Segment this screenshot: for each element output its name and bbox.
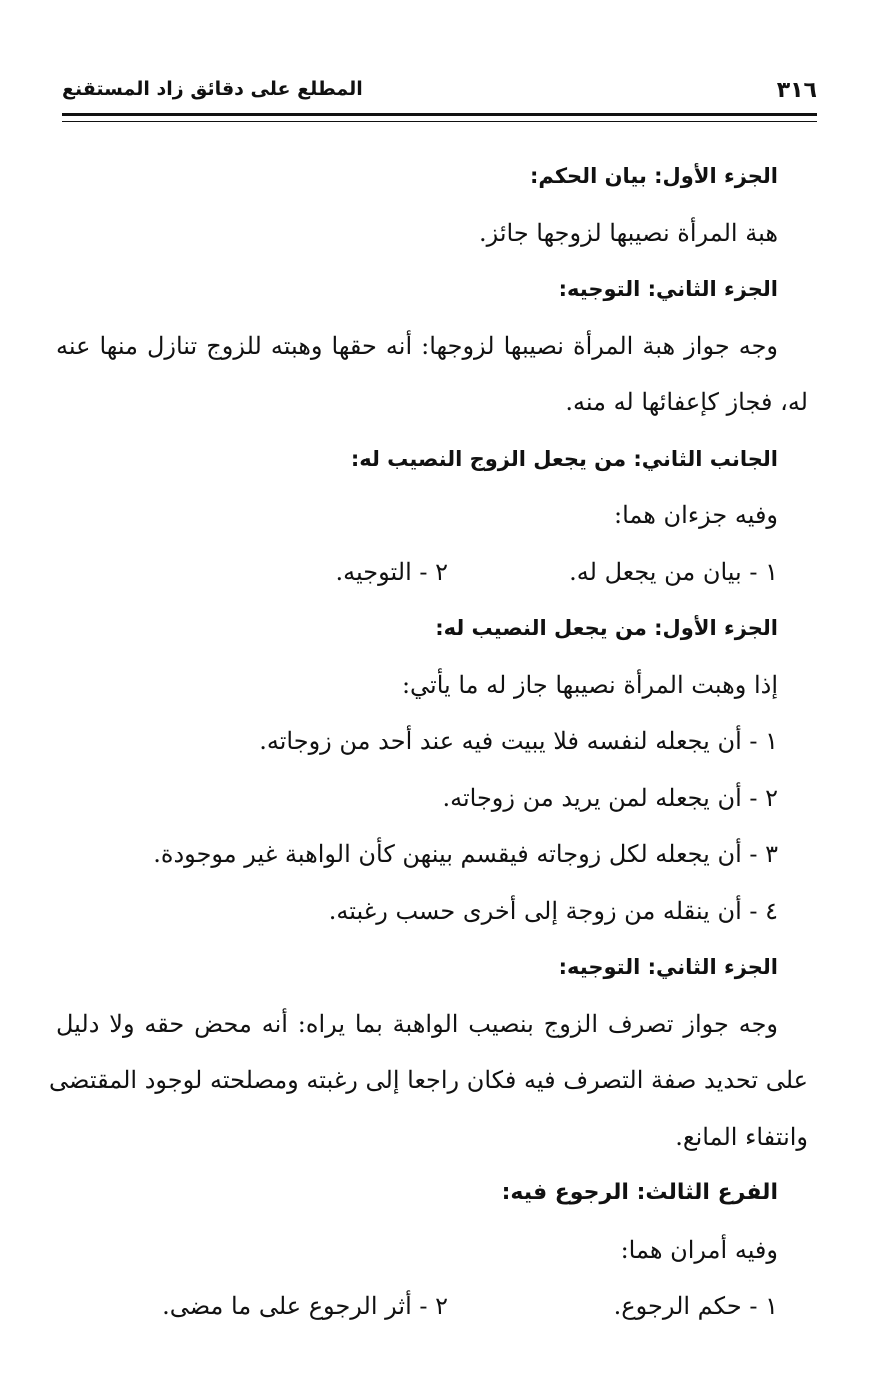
section-heading: الجزء الأول: من يجعل النصيب له: <box>435 616 778 640</box>
enumeration-row <box>56 544 808 601</box>
section-heading: الجزء الثاني: التوجيه: <box>558 955 778 979</box>
section-heading: الجانب الثاني: من يجعل الزوج النصيب له: <box>350 446 778 471</box>
list-item: ٢ - أن يجعله لمن يريد من زوجاته. <box>442 783 778 812</box>
page-number: ٣١٦ <box>776 78 817 103</box>
enumeration-row <box>56 1278 808 1335</box>
enumeration-item: ١ - حكم الرجوع. <box>613 1292 778 1320</box>
section-heading: الجزء الأول: بيان الحكم: <box>529 164 778 188</box>
paragraph-line: هبة المرأة نصيبها لزوجها جائز. <box>478 218 778 247</box>
paragraph-line: له، فجاز كإعفائها له منه. <box>565 388 808 416</box>
subsection-heading: الفرع الثالث: الرجوع فيه: <box>501 1180 778 1205</box>
paragraph-line: وجه جواز تصرف الزوج بنصيب الواهبة بما يراه: أنه محض حقه ولا دليل <box>56 1009 778 1038</box>
section-heading: الجزء الثاني: التوجيه: <box>558 277 778 301</box>
list-item: ٣ - أن يجعله لكل زوجاته فيقسم بينهن كأن الواهبة غير موجودة. <box>153 840 778 868</box>
paragraph-line: وجه جواز هبة المرأة نصيبها لزوجها: أنه حقها وهبته للزوج تنازل منها عنه <box>56 331 778 360</box>
list-item: ٤ - أن ينقله من زوجة إلى أخرى حسب رغبته. <box>328 896 778 925</box>
paragraph-line: وفيه جزءان هما: <box>613 501 778 529</box>
paragraph-line: إذا وهبت المرأة نصيبها جاز له ما يأتي: <box>401 670 778 699</box>
page-header <box>62 72 817 108</box>
running-title: المطلع على دقائق زاد المستقنع <box>62 78 363 100</box>
page-body <box>49 148 808 1335</box>
paragraph-line: وفيه أمران هما: <box>620 1235 778 1264</box>
paragraph-line: على تحديد صفة التصرف فيه فكان راجعا إلى رغبته ومصلحته لوجود المقتضى <box>49 1066 808 1094</box>
paragraph-line: وانتفاء المانع. <box>675 1122 808 1151</box>
header-rule-thin <box>62 121 817 122</box>
enumeration-item: ٢ - التوجيه. <box>335 557 448 586</box>
list-item: ١ - أن يجعله لنفسه فلا يبيت فيه عند أحد من زوجاته. <box>259 727 778 755</box>
header-rule-thick <box>62 113 817 116</box>
enumeration-item: ١ - بيان من يجعل له. <box>569 557 778 586</box>
enumeration-item: ٢ - أثر الرجوع على ما مضى. <box>162 1292 448 1320</box>
